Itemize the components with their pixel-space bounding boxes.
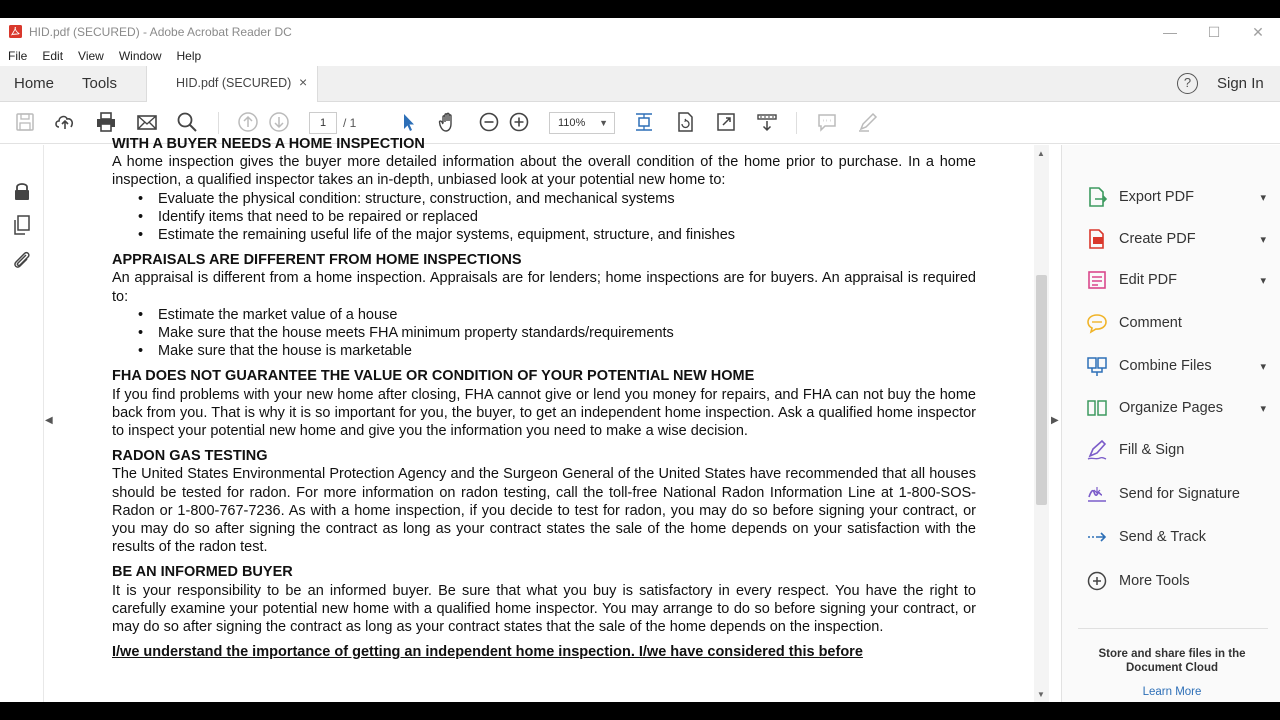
menu-bar — [0, 46, 1280, 66]
document-cloud-promo: Store and share files in the Document Cloud — [1098, 648, 1246, 674]
acrobat-pdf-icon — [9, 25, 22, 38]
tab-home[interactable]: Home — [14, 75, 55, 92]
page-number-input[interactable]: 1 — [309, 112, 337, 134]
tool-send-track[interactable] — [1086, 523, 1266, 551]
chevron-down-icon[interactable]: ▾ — [1260, 191, 1266, 204]
list-item: • Estimate the remaining useful life of the major systems, equipment, structure, and finishes — [158, 226, 976, 244]
intro-bullet-list — [158, 190, 976, 245]
upload-cloud-icon[interactable] — [53, 110, 77, 134]
tab-tools[interactable]: Tools — [82, 75, 118, 92]
plus-circle-icon — [1086, 570, 1108, 592]
menu-view[interactable]: View — [78, 49, 104, 63]
export-pdf-icon — [1086, 186, 1108, 208]
print-icon[interactable] — [94, 110, 118, 134]
email-icon[interactable] — [135, 110, 159, 134]
appraisals-bullet-list — [158, 306, 976, 361]
send-track-arrow-icon — [1086, 526, 1108, 548]
hand-tool-icon[interactable] — [436, 110, 460, 134]
acrobat-window — [0, 18, 1280, 702]
tool-label: Export PDF — [1119, 189, 1194, 205]
minimize-button[interactable]: — — [1163, 24, 1177, 40]
create-pdf-icon — [1086, 228, 1108, 250]
radon-paragraph: The United States Environmental Protection Agency and the Surgeon General of the United States have recommended that all houses should be tested for radon. For more information on radon testing, call the toll-free National Radon Information Line at 1-800-SOS-Radon or 1-800-767-7236. As with a home inspection, if you decide to test for radon, you may do so before signing your contract, or you may do so after signing the contract as long as your contract states the sale of the home depends on your satisfaction with the results of the radon test. — [112, 466, 976, 556]
sign-in-button[interactable]: Sign In — [1217, 75, 1264, 92]
zoom-in-icon[interactable] — [507, 110, 531, 134]
fha-paragraph: If you find problems with your new home after closing, FHA cannot give or lend you money for repairs, and FHA can not buy the home back from you. That is why it is so important for you, the buyer, to get an independent home inspection. Ask a qualified home inspector to inspect your potential new home and give you the information you need to make a wise decision. — [112, 386, 976, 440]
list-item: • Estimate the market value of a house — [158, 306, 976, 324]
previous-page-icon[interactable] — [236, 110, 260, 134]
tool-label: Combine Files — [1119, 358, 1212, 374]
tool-label: Comment — [1119, 315, 1182, 331]
tab-bar — [0, 66, 1280, 102]
maximize-button[interactable]: ☐ — [1207, 23, 1221, 40]
acknowledgement-text: I/we understand the importance of getting an independent home inspection. I/we have considered this before — [112, 644, 863, 661]
comment-icon[interactable] — [815, 110, 839, 134]
title-bar — [0, 18, 1280, 46]
tool-label: More Tools — [1119, 573, 1190, 589]
collapse-right-panel-icon[interactable]: ▶ — [1051, 415, 1059, 426]
zoom-level-select[interactable] — [549, 112, 615, 134]
tool-send-for-signature[interactable] — [1086, 480, 1266, 508]
section-heading-radon: RADON GAS TESTING — [112, 448, 268, 465]
tools-pane — [1061, 145, 1280, 702]
scrollbar-thumb[interactable] — [1036, 275, 1047, 505]
tool-edit-pdf[interactable] — [1086, 266, 1266, 294]
cut-off-heading: WITH A BUYER NEEDS A HOME INSPECTION — [112, 136, 425, 152]
combine-files-icon — [1086, 355, 1108, 377]
tool-export-pdf[interactable] — [1086, 183, 1266, 211]
close-window-button[interactable]: ✕ — [1252, 23, 1264, 40]
tool-more-tools[interactable] — [1086, 567, 1266, 595]
window-title: HID.pdf (SECURED) - Adobe Acrobat Reader DC — [29, 25, 292, 39]
tool-create-pdf[interactable] — [1086, 225, 1266, 253]
tool-label: Organize Pages — [1119, 400, 1223, 416]
scroll-down-arrow-icon[interactable]: ▼ — [1037, 690, 1045, 699]
search-icon[interactable] — [175, 110, 199, 134]
zoom-out-icon[interactable] — [477, 110, 501, 134]
document-scrollbar[interactable] — [1034, 145, 1049, 702]
list-item: • Make sure that the house meets FHA minimum property standards/requirements — [158, 324, 976, 342]
section-heading-appraisals: APPRAISALS ARE DIFFERENT FROM HOME INSPECTIONS — [112, 252, 522, 269]
intro-paragraph: A home inspection gives the buyer more detailed information about the overall condition of the home prior to purchase. In a home inspection, a qualified inspector takes an in-depth, unbiased look at your potential new home to: — [112, 154, 976, 189]
chevron-down-icon[interactable]: ▾ — [1260, 233, 1266, 246]
fit-page-icon[interactable] — [632, 110, 656, 134]
list-item: • Identify items that need to be repaired or replaced — [158, 208, 976, 226]
chevron-down-icon[interactable]: ▾ — [1260, 360, 1266, 373]
tab-document[interactable] — [146, 66, 318, 102]
help-icon[interactable]: ? — [1177, 73, 1198, 94]
tool-label: Fill & Sign — [1119, 442, 1185, 458]
tool-fill-sign[interactable] — [1086, 436, 1266, 464]
tool-combine-files[interactable] — [1086, 352, 1266, 380]
full-screen-icon[interactable] — [714, 110, 738, 134]
menu-file[interactable]: File — [8, 49, 28, 63]
comment-bubble-icon — [1086, 312, 1108, 334]
section-heading-informed-buyer: BE AN INFORMED BUYER — [112, 564, 293, 581]
appraisals-paragraph: An appraisal is different from a home inspection. Appraisals are for lenders; home inspections are for buyers. An appraisal is required to: — [112, 270, 976, 305]
organize-pages-icon — [1086, 397, 1108, 419]
tool-organize-pages[interactable] — [1086, 394, 1266, 422]
document-tab-label: HID.pdf (SECURED) — [176, 76, 292, 90]
highlight-pen-icon[interactable] — [856, 110, 880, 134]
learn-more-link[interactable]: Learn More — [1142, 686, 1202, 698]
send-for-signature-icon — [1086, 483, 1108, 505]
left-navigation-rail — [0, 145, 44, 702]
section-heading-fha: FHA DOES NOT GUARANTEE THE VALUE OR CONDITION OF YOUR POTENTIAL NEW HOME — [112, 368, 755, 385]
tool-label: Send for Signature — [1119, 486, 1240, 502]
informed-buyer-paragraph: It is your responsibility to be an informed buyer. Be sure that what you buy is satisfactory in every respect. You have the right to carefully examine your potential new home with a qualified home inspector. You may arrange to do so before signing your contract, or may do so after signing the contract as long as your contract states that the sale of the home depends on the inspection. — [112, 582, 976, 636]
page-thumbnails-icon[interactable] — [11, 214, 33, 236]
zoom-level-value: 110% — [558, 117, 586, 129]
document-viewport[interactable] — [56, 136, 1034, 702]
chevron-down-icon: ▼ — [599, 118, 608, 128]
pdf-page-content — [112, 135, 976, 661]
close-tab-icon[interactable]: × — [299, 74, 308, 90]
page-total-label: / 1 — [343, 116, 357, 130]
fill-sign-pen-icon — [1086, 439, 1108, 461]
select-cursor-icon[interactable] — [396, 110, 420, 134]
menu-edit[interactable]: Edit — [42, 49, 64, 63]
chevron-down-icon[interactable]: ▾ — [1260, 274, 1266, 287]
list-item: • Make sure that the house is marketable — [158, 342, 976, 360]
collapse-left-panel-icon[interactable]: ◀ — [45, 415, 53, 426]
lock-icon[interactable] — [11, 180, 33, 202]
attachment-icon[interactable] — [11, 249, 33, 271]
next-page-icon[interactable] — [267, 110, 291, 134]
menu-help[interactable]: Help — [176, 49, 202, 63]
edit-pdf-icon — [1086, 269, 1108, 291]
tool-comment[interactable] — [1086, 309, 1266, 337]
tool-label: Create PDF — [1119, 231, 1196, 247]
panel-divider — [1078, 628, 1268, 629]
chevron-down-icon[interactable]: ▾ — [1260, 402, 1266, 415]
toolbar-separator — [796, 112, 797, 134]
scroll-up-arrow-icon[interactable]: ▲ — [1037, 149, 1045, 158]
rotate-view-icon[interactable] — [673, 110, 697, 134]
scroll-mode-icon[interactable] — [755, 110, 779, 134]
toolbar-separator — [218, 112, 219, 134]
tool-label: Edit PDF — [1119, 272, 1178, 288]
tool-label: Send & Track — [1119, 529, 1207, 545]
menu-window[interactable]: Window — [118, 49, 162, 63]
list-item: • Evaluate the physical condition: structure, construction, and mechanical systems — [158, 190, 976, 208]
save-icon[interactable] — [13, 110, 37, 134]
